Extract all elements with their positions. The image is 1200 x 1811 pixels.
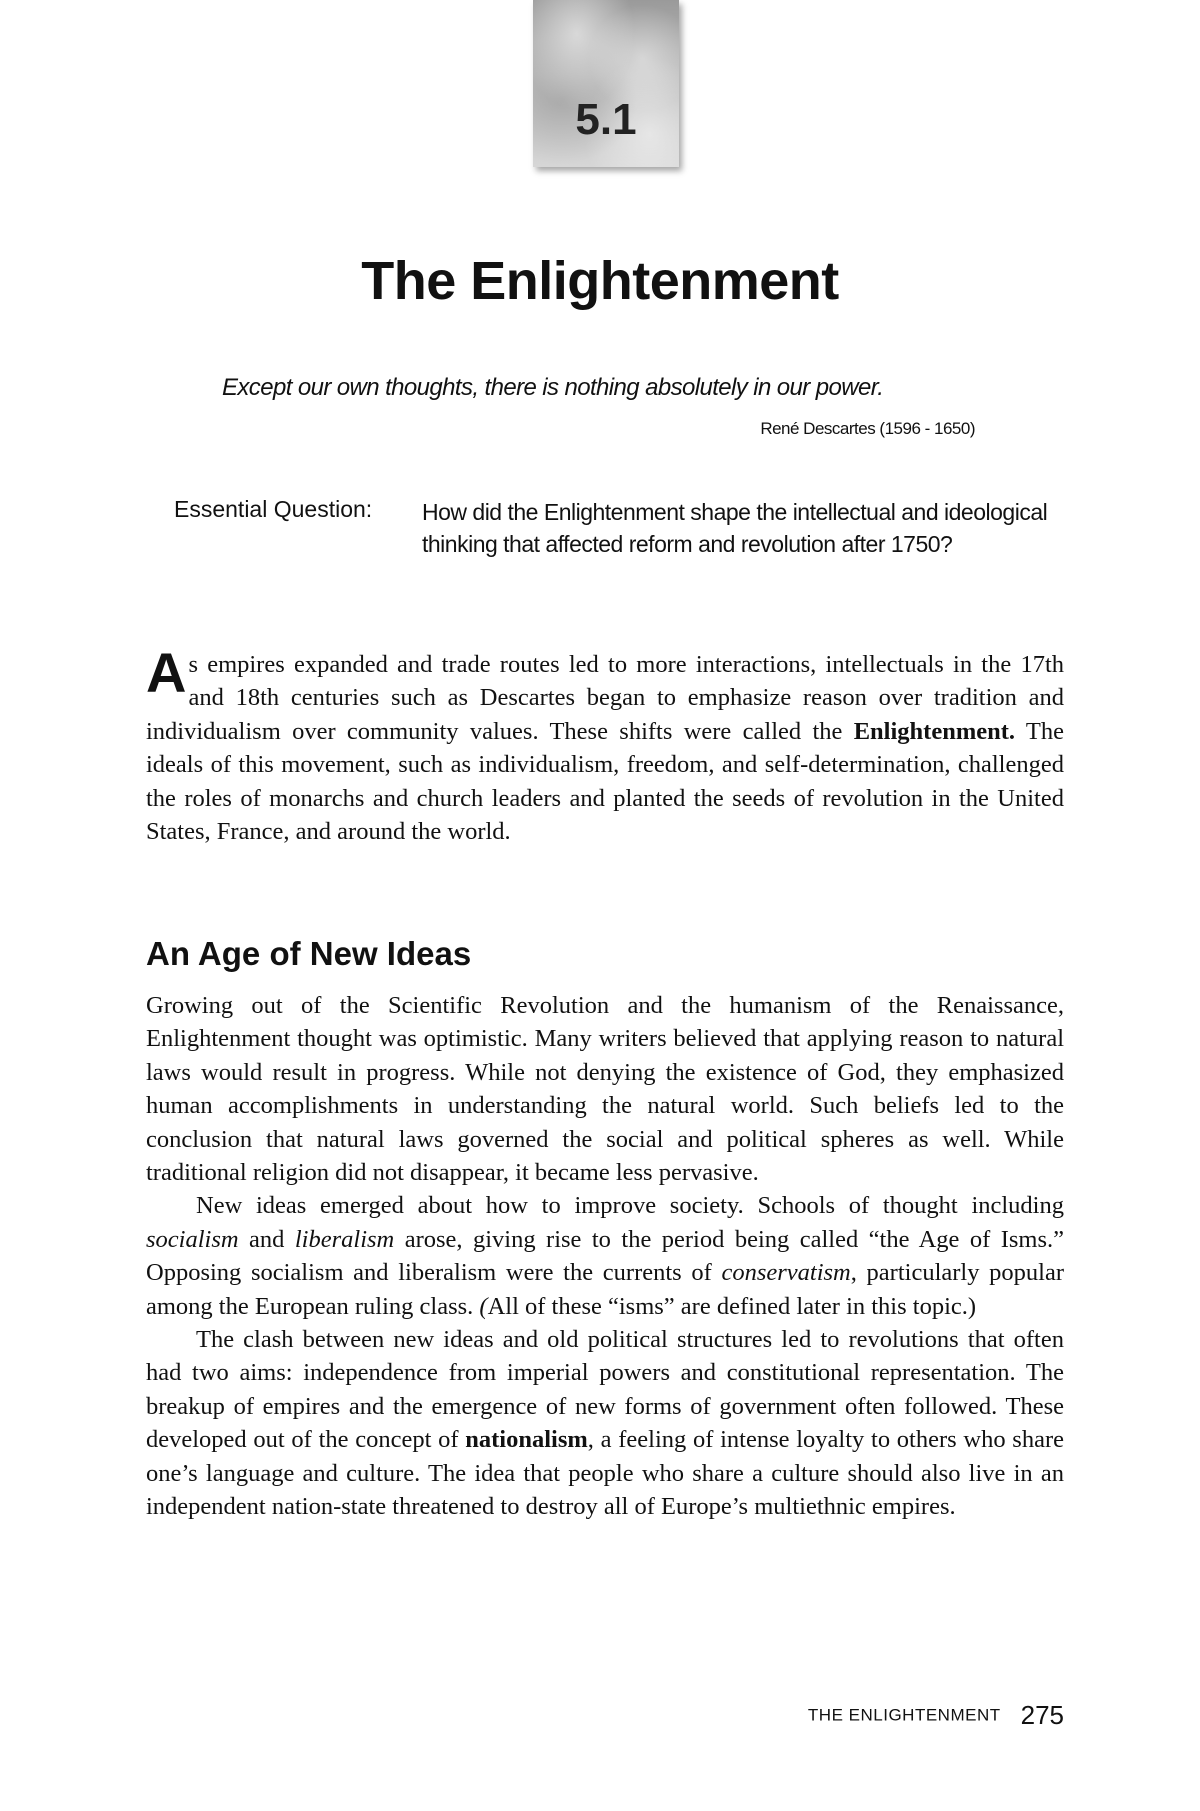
essential-question-label: Essential Question: [174, 496, 373, 522]
page-number: 275 [1020, 1700, 1064, 1730]
intro-paragraph [146, 641, 1065, 848]
chapter-number: 5.1 [575, 95, 637, 144]
epigraph-attribution: René Descartes (1596 - 1650) [760, 419, 975, 438]
page-footer [808, 1700, 1064, 1731]
italic-paren: ( [479, 1292, 488, 1320]
paragraph-2 [146, 1189, 1064, 1323]
term-nationalism: nationalism [465, 1426, 588, 1454]
term-socialism: socialism [146, 1225, 239, 1253]
running-head: THE ENLIGHTENMENT [807, 1705, 1001, 1725]
paragraph-3 [146, 1323, 1064, 1523]
section-body [146, 989, 1064, 1524]
essential-question-text: How did the Enlightenment shape the intellectual and ideological thinking that affected reform and revolution after 1750? [422, 499, 1048, 557]
paragraph-2-text: New ideas emerged about how to improve society. Schools of thought including [196, 1192, 1064, 1220]
section-heading: An Age of New Ideas [146, 935, 472, 972]
paragraph-2-text: and [238, 1225, 295, 1253]
chapter-tab [533, 0, 679, 167]
page-title: The Enlightenment [361, 251, 839, 311]
paragraph-3-text: , a feeling of intense loyalty to others who share one’s language and culture. The idea that people who share a culture should also live in an independent nation-state threatened to destroy all of Europe’s multiethnic empires. [146, 1426, 1064, 1521]
paragraph-2-text: , particularly popular among the European ruling class. [146, 1259, 1064, 1320]
intro-text-1: s empires expanded and trade routes led to more interactions, intellectuals in the 17th and 18th centuries such as Descartes began to emphasize reason over tradition and individualism over community values. These shifts were called the [146, 651, 1064, 745]
paragraph-2-text: All of these “isms” are defined later in this topic.) [487, 1292, 977, 1320]
epigraph-quote: Except our own thoughts, there is nothing absolutely in our power. [222, 374, 884, 401]
enlightenment-term: Enlightenment. [853, 717, 1016, 745]
term-conservatism: conservatism [721, 1259, 851, 1287]
term-liberalism: liberalism [294, 1225, 395, 1253]
intro-text-2: The ideals of this movement, such as individualism, freedom, and self-determination, challenged the roles of monarchs and church leaders and planted the seeds of revolution in the United States, France, and around the world. [146, 717, 1065, 846]
paragraph-1: Growing out of the Scientific Revolution and the humanism of the Renaissance, Enlightenment thought was optimistic. Many writers believed that applying reason to natural laws would result in progress. While not denying the existence of God, they emphasized human accomplishments in understanding the natural world. Such beliefs led to the conclusion that natural laws governed the social and political spheres as well. While traditional religion did not disappear, it became less pervasive. [146, 992, 1064, 1187]
drop-cap: A [146, 641, 187, 704]
paragraph-3-text: The clash between new ideas and old political structures led to revolutions that often had two aims: independence from imperial powers and constitutional representation. The breakup of empires and the emergence of new forms of government often followed. These developed out of the concept of [146, 1326, 1064, 1454]
paragraph-2-text: arose, giving rise to the period being called “the Age of Isms.” Opposing socialism and liberalism were the currents of [146, 1225, 1065, 1287]
